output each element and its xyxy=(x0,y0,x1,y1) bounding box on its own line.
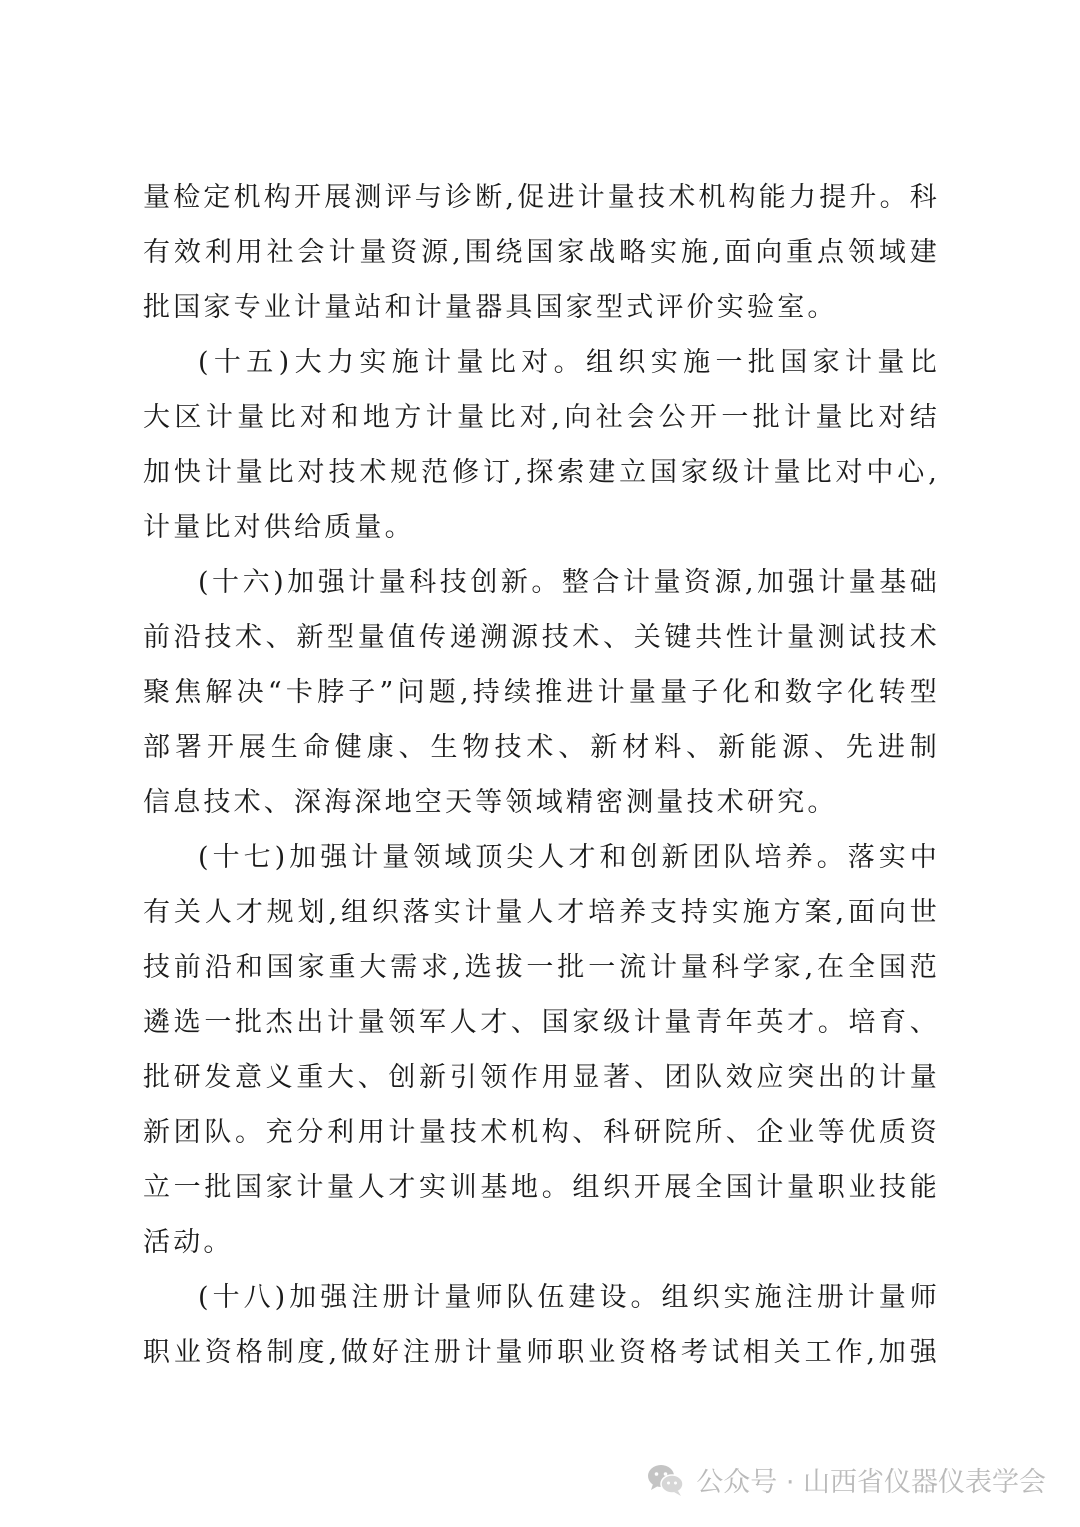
text-line: 活动。 xyxy=(143,1227,234,1258)
text-line: 部署开展生命健康、生物技术、新材料、新能源、先进制 xyxy=(143,732,940,763)
paragraph-heading-line: (十五)大力实施计量比对。组织实施一批国家计量比 xyxy=(198,347,940,378)
watermark-text: 公众号 · 山西省仪器仪表学会 xyxy=(696,1467,1046,1498)
text-line: 聚焦解决“卡脖子”问题,持续推进计量量子化和数字化转型 xyxy=(143,677,940,708)
text-line: 信息技术、深海深地空天等领域精密测量技术研究。 xyxy=(143,787,838,818)
text-line: 有关人才规划,组织落实计量人才培养支持实施方案,面向世 xyxy=(143,897,940,928)
text-line: 大区计量比对和地方计量比对,向社会公开一批计量比对结 xyxy=(143,402,940,433)
text-line: 前沿技术、新型量值传递溯源技术、关键共性计量测试技术 xyxy=(143,622,940,653)
text-line: 新团队。充分利用计量技术机构、科研院所、企业等优质资 xyxy=(143,1117,940,1148)
paragraph-heading-line: (十六)加强计量科技创新。整合计量资源,加强计量基础 xyxy=(198,567,940,598)
paragraph-heading-line: (十八)加强注册计量师队伍建设。组织实施注册计量师 xyxy=(198,1282,940,1313)
text-line: 加快计量比对技术规范修订,探索建立国家级计量比对中心, xyxy=(143,457,940,488)
text-line: 批国家专业计量站和计量器具国家型式评价实验室。 xyxy=(143,292,838,323)
text-line: 有效利用社会计量资源,围绕国家战略实施,面向重点领域建 xyxy=(143,237,940,268)
text-line: 立一批国家计量人才实训基地。组织开展全国计量职业技能 xyxy=(143,1172,940,1203)
paragraph-heading-line: (十七)加强计量领域顶尖人才和创新团队培养。落实中 xyxy=(198,842,940,873)
text-line: 量检定机构开展测评与诊断,促进计量技术机构能力提升。科 xyxy=(143,182,940,213)
wechat-icon xyxy=(646,1463,686,1497)
watermark xyxy=(646,1460,1046,1499)
text-line: 遴选一批杰出计量领军人才、国家级计量青年英才。培育、 xyxy=(143,1007,940,1038)
text-line: 职业资格制度,做好注册计量师职业资格考试相关工作,加强 xyxy=(143,1337,940,1368)
text-line: 批研发意义重大、创新引领作用显著、团队效应突出的计量 xyxy=(143,1062,940,1093)
text-line: 计量比对供给质量。 xyxy=(143,512,415,543)
text-line: 技前沿和国家重大需求,选拔一批一流计量科学家,在全国范 xyxy=(143,952,940,983)
